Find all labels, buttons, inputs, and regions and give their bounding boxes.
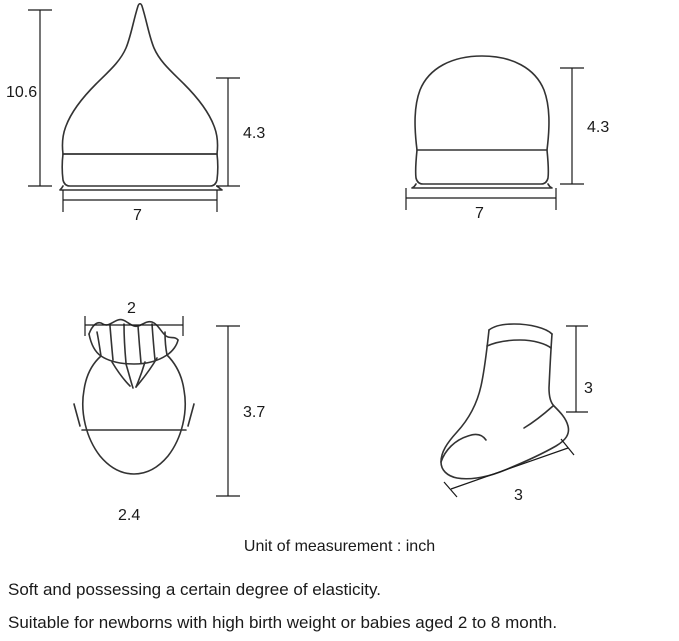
dimension-label-sock-cuff-height: 3 [584,380,593,397]
dimension-label-body-height: 4.3 [243,125,266,142]
note-elasticity: Soft and possessing a certain degree of elasticity. [8,580,381,599]
dimension-label-total-height: 10.6 [6,84,38,101]
dimension-label-sock-foot-length: 3 [514,487,523,504]
unit-of-measurement-caption: Unit of measurement : inch [243,538,436,555]
dimension-label-mitten-height: 3.7 [243,404,266,421]
note-age-range: Suitable for newborns with high birth weight or babies aged 2 to 8 month. [8,613,558,632]
mitten [74,320,194,474]
dimension-label-mitten-width: 2.4 [118,507,141,524]
pointed-beanie-hat [60,4,222,190]
dimension-label-brim-width: 7 [133,207,142,224]
dimension-3-vertical [566,326,588,412]
dimension-4-3-right [560,68,584,184]
dimension-4-3-left [216,78,240,186]
round-beanie-hat [412,56,552,188]
dimension-3-7 [216,326,240,496]
dimension-label-cuff-width: 2 [127,300,136,317]
dimension-label-round-width: 7 [475,205,484,222]
sock [441,324,569,479]
dimension-label-round-height: 4.3 [587,119,610,136]
